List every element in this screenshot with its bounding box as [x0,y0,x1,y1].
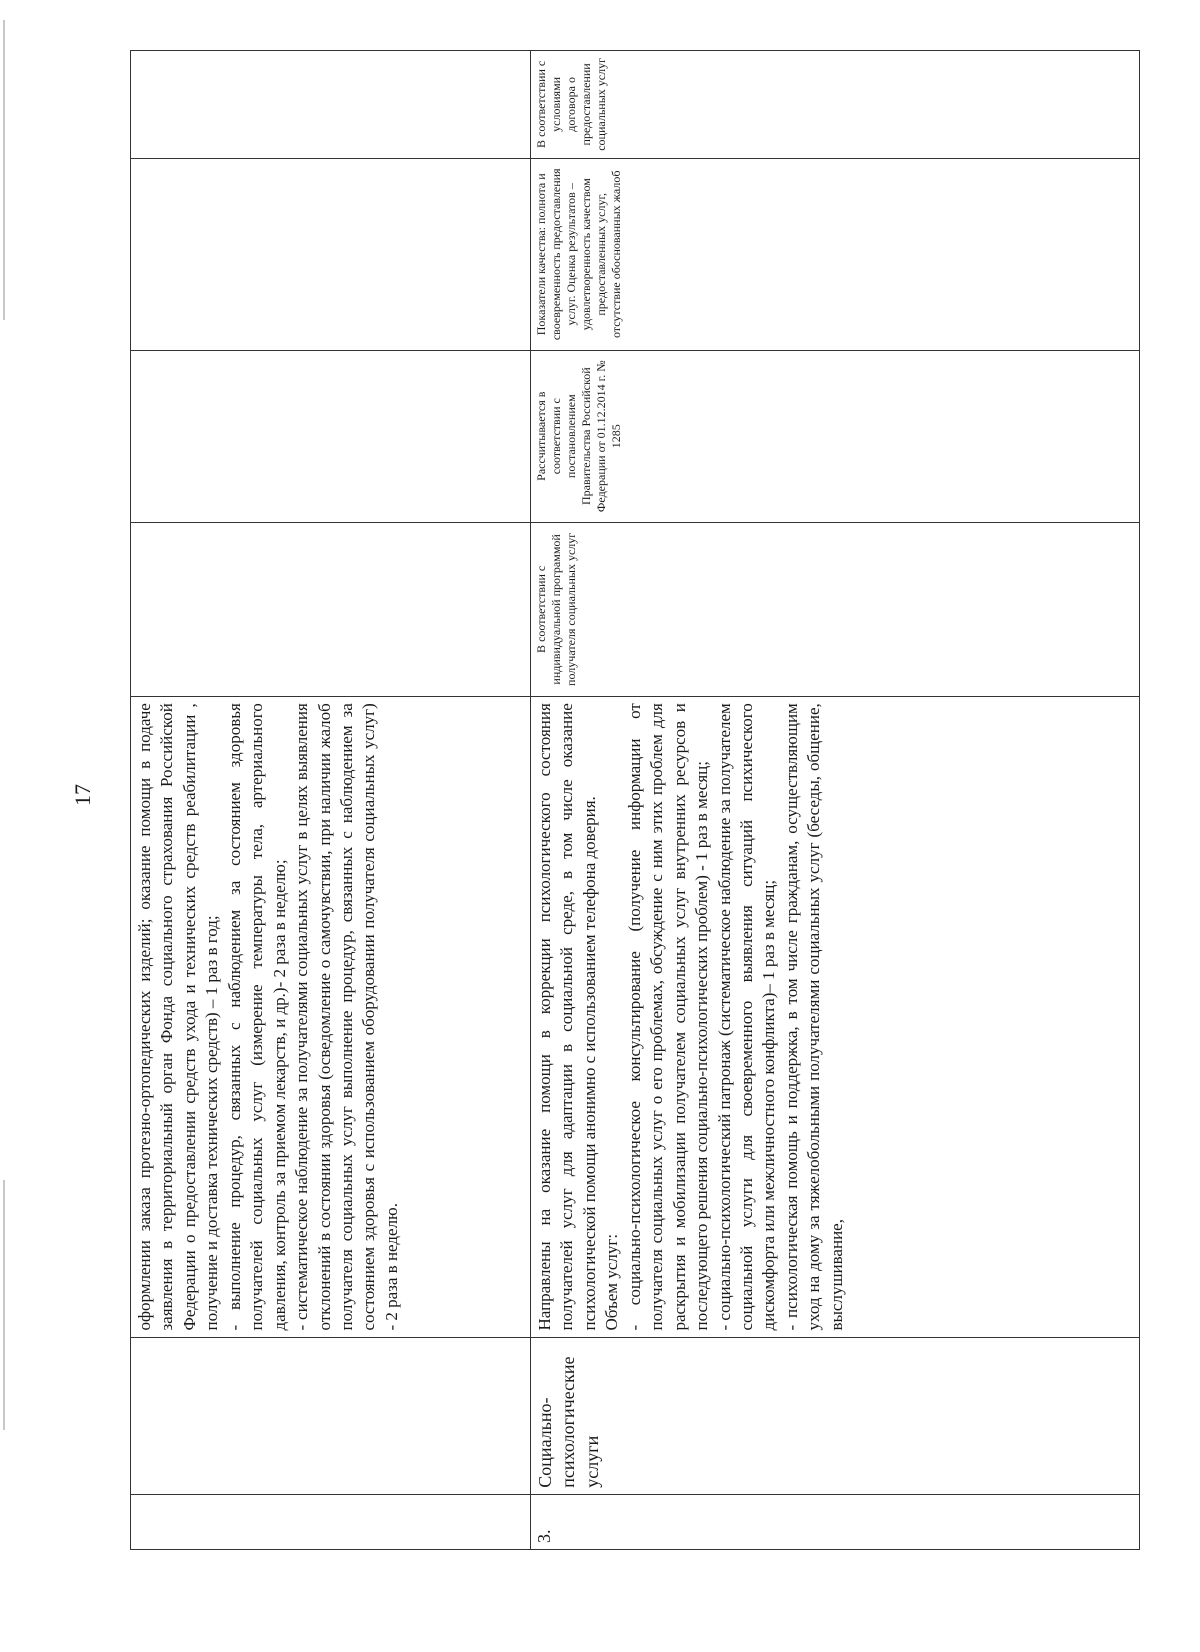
page-number: 17 [70,784,95,806]
cell-service-description [531,697,1140,1337]
description-line: Объем услуг: [602,1233,622,1331]
description-line: - выполнение процедур, связанных с наблюдением за состоянием здоровья получателей социальных услуг (измерение температуры тела, артериального давления, контроль за приемом лекарств, и др.)- 2 раза в неделю; [224,703,289,1331]
description-line: - психологическая помощь и поддержка, в том числе гражданам, осуществляющим уход на дому за тяжелобольными получателями социальных услуг (беседы, общение, выслушивание, [781,703,846,1331]
cell-service-conditions: В соответствии с условиями договора о предоставлении социальных услуг [531,51,1140,159]
cell-name-empty [131,1337,531,1494]
cell-term-empty [131,522,531,697]
cell-service-term: В соответствии с индивидуальной программой получателя социальных услуг [531,522,1140,697]
table-row-3 [531,51,1140,1550]
cell-rate-empty [131,350,531,522]
services-table [130,50,1140,1550]
cell-service-rate: Рассчитывается в соответствии с постановлением Правительства Российской Федерации от 01.12.2014 г. № 1285 [531,350,1140,522]
description-line: оформлении заказа протезно-ортопедических изделий; оказание помощи в подаче заявления в территориальный орган Фонда социального страхования Российской Федерации о предоставлении средств ухода и технических средств реабилитации , получение и доставка технических средств) – 1 раз в год; [135,703,222,1331]
scan-edge-line [3,1180,5,1430]
rotated-table-container [130,50,1140,1550]
cell-quality-empty [131,158,531,350]
cell-number-empty [131,1494,531,1549]
description-line: - социально-психологическое консультирование (получение информации от получателя социальных услуг о его проблемах, обсуждение с ним этих проблем для раскрытия и мобилизации получателем социальных услуг внутренних ресурсов и последующего решения социально-психологических проблем) - 1 раз в месяц; [624,703,712,1331]
cell-conditions-empty [131,51,531,159]
description-line: - систематическое наблюдение за получателями социальных услуг в целях выявления отклонений в состоянии здоровья (осведомление о самочувствии, при наличии жалоб получателя социальных услуг выполнение процедур, связанных с наблюдением за состоянием здоровья с использованием оборудовании получателя социальных услуг) - 2 раза в неделю. [292,703,401,1331]
cell-row-number: 3. [531,1494,1140,1549]
scan-edge-line [3,20,5,320]
cell-service-name: Социально-психологические услуги [531,1337,1140,1494]
description-line: - социально-психологический патронаж (систематическое наблюдение за получателем социальной услуги для своевременного выявления ситуаций психического дискомфорта или межличностного конфликта)– 1 раз в месяц; [714,703,779,1331]
cell-quality-indicators: Показатели качества: полнота и своевременность предоставления услуг. Оценка результатов – удовлетворенность качеством предоставленных услуг, отсутствие обоснованных жалоб [531,158,1140,350]
cell-description-continued [131,697,531,1337]
table-row-continuation [131,51,531,1550]
description-line: Направлены на оказание помощи в коррекции психологического состояния получателей услуг для адаптации в социальной среде, в том числе оказание психологической помощи анонимно с использованием телефона доверия. [535,703,599,1331]
